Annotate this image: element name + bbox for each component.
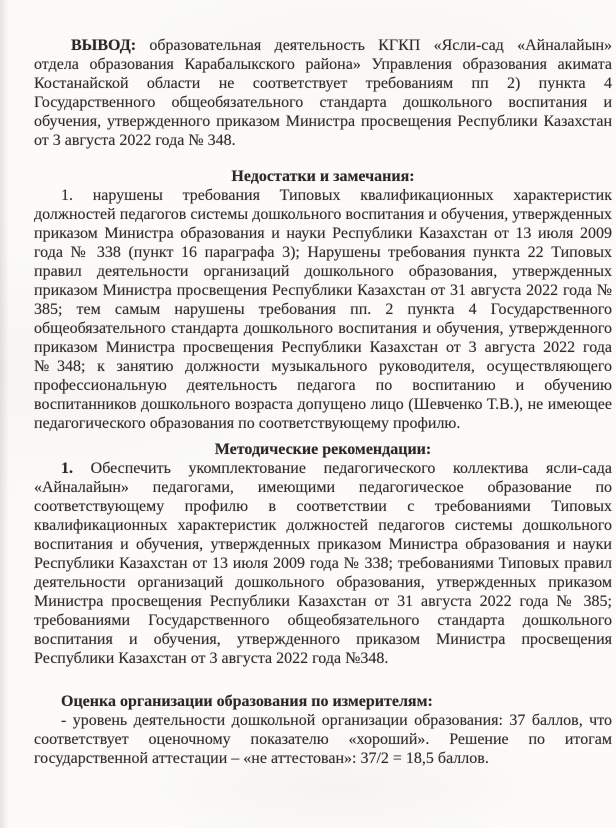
conclusion-label: ВЫВОД: (71, 37, 137, 54)
evaluation-section (34, 692, 612, 768)
conclusion-paragraph (34, 36, 612, 150)
conclusion-text: образовательная деятельность КГКП «Ясли-сад «Айналайын» отдела образования Карабалыкского района» Управления образования акимата Костанайской области не соответствует требованиям пп 2) пункта 4 Государственного общеобязательного стандарта дошкольного воспитания и обучения, утвержденного приказом Министра просвещения Республики Казахстан от 3 августа 2022 года № 348. (34, 37, 613, 149)
document-body (34, 36, 612, 768)
shortcomings-heading: Недостатки и замечания: (231, 168, 415, 185)
evaluation-text: - уровень деятельности дошкольной организации образования: 37 баллов, что соответствует оценочному показателю «хороший». Решение по итогам государственной аттестации – «не аттестован»: 37/2 = 18,5 баллов. (34, 712, 612, 767)
shortcomings-text: нарушены требования Типовых квалификационных характеристик должностей педагогов системы дошкольного воспитания и обучения, утвержденных приказом Министра образования и науки Республики Казахстан от 13 июля 2009 года № 338 (пункт 16 параграфа 3); Нарушены требования пункта 22 Типовых правил деятельности организаций дошкольного образования, утвержденных приказом Министра просвещения Республики Казахстан от 31 августа 2022 года № 385; тем самым нарушены требования пп. 2 пункта 4 Государственного общеобязательного стандарта дошкольного воспитания и обучения, утвержденного приказом Министра просвещения Республики Казахстан от 3 августа 2022 года №348; к занятию должности музыкального руководителя, осуществляющего профессиональную деятельность педагога по воспитанию и обучению воспитанников дошкольного возраста допущено лицо (Шевченко Т.В.), не имеющее педагогического образования по соответствующему профилю. (34, 187, 613, 432)
recommendations-text: Обеспечить укомплектование педагогического коллектива ясли-сада «Айналайын» педагогами, имеющими педагогическое образование по соответствующему профилю в соответствии с требованиями Типовых квалификационных характеристик должностей педагогов системы дошкольного воспитания и обучения, утвержденных приказом Министра образования и науки Республики Казахстан от 13 июля 2009 года № 338; требованиями Типовых правил деятельности организаций дошкольного образования, утвержденных приказом Министра просвещения Республики Казахстан от 31 августа 2022 года № 385; требованиями Государственного общеобязательного стандарта дошкольного воспитания и обучения, утвержденного приказом Министра просвещения Республики Казахстан от 3 августа 2022 года №348. (34, 460, 613, 667)
recommendations-heading: Методические рекомендации: (214, 441, 432, 458)
evaluation-heading: Оценка организации образования по измерителям: (61, 693, 433, 710)
recommendations-paragraph (34, 459, 612, 668)
shortcomings-item-number: 1. (61, 187, 73, 204)
shortcomings-paragraph (34, 186, 612, 433)
recommendations-item-number: 1. (61, 460, 73, 477)
